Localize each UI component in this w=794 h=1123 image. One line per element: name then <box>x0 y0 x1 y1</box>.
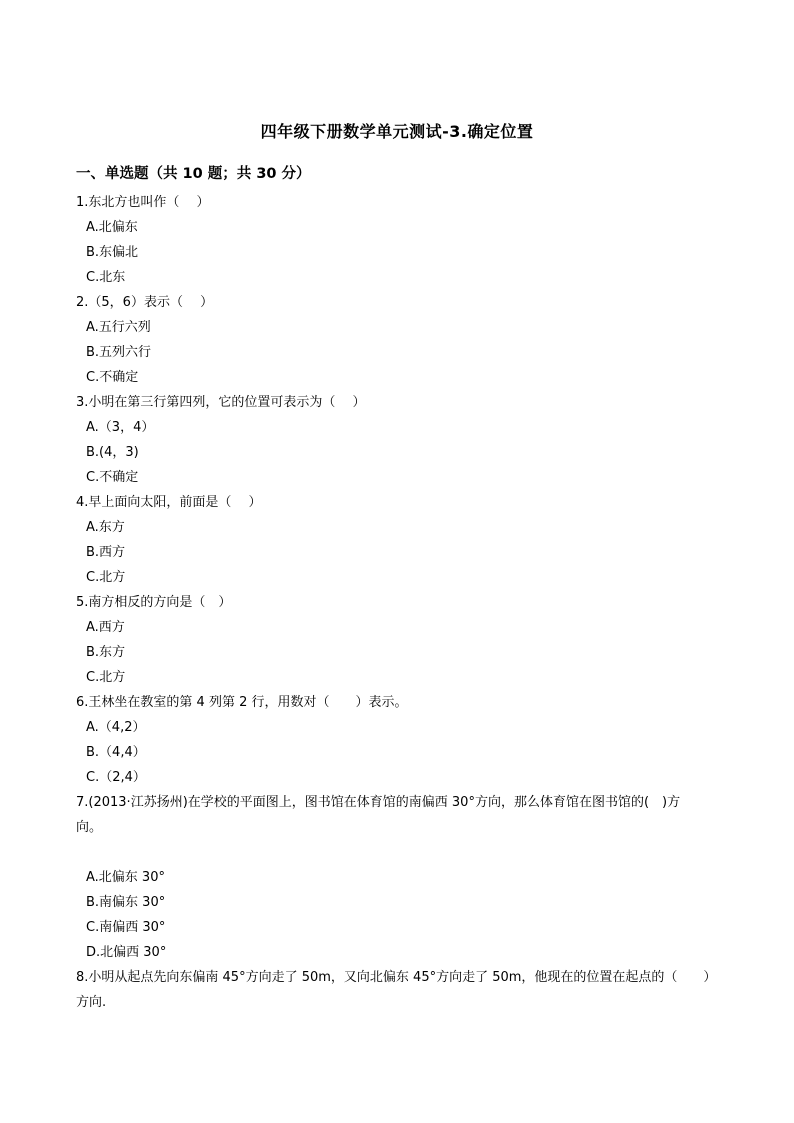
question-7-option-b[interactable]: B.南偏东 30° <box>86 895 166 910</box>
question-4-stem: 4.早上面向太阳，前面是（ ） <box>76 495 262 510</box>
question-5-option-a[interactable]: A.西方 <box>86 620 125 635</box>
question-3-stem: 3.小明在第三行第四列，它的位置可表示为（ ） <box>76 395 366 410</box>
question-6-option-a[interactable]: A.（4,2） <box>86 720 146 735</box>
question-4-option-a[interactable]: A.东方 <box>86 520 125 535</box>
question-7-stem-line2: 向。 <box>76 820 103 835</box>
question-6-option-b[interactable]: B.（4,4） <box>86 745 146 760</box>
question-6-option-c[interactable]: C.（2,4） <box>86 770 146 785</box>
question-8-stem-line2: 方向. <box>76 995 107 1010</box>
question-7-option-d[interactable]: D.北偏西 30° <box>86 945 167 960</box>
question-2-option-b[interactable]: B.五列六行 <box>86 345 152 360</box>
question-5-option-c[interactable]: C.北方 <box>86 670 126 685</box>
question-3-option-a[interactable]: A.（3，4） <box>86 420 155 435</box>
section-heading: 一、单选题（共 10 题；共 30 分） <box>76 166 311 182</box>
question-7-option-a[interactable]: A.北偏东 30° <box>86 870 165 885</box>
question-5-option-b[interactable]: B.东方 <box>86 645 126 660</box>
question-2-option-a[interactable]: A.五行六列 <box>86 320 151 335</box>
question-2-stem: 2.（5，6）表示（ ） <box>76 295 214 310</box>
question-2-option-c[interactable]: C.不确定 <box>86 370 139 385</box>
question-1-option-a[interactable]: A.北偏东 <box>86 220 138 235</box>
question-1-option-c[interactable]: C.北东 <box>86 270 126 285</box>
question-1-option-b[interactable]: B.东偏北 <box>86 245 139 260</box>
question-4-option-b[interactable]: B.西方 <box>86 545 126 560</box>
question-4-option-c[interactable]: C.北方 <box>86 570 126 585</box>
question-6-stem: 6.王林坐在教室的第 4 列第 2 行，用数对（ ）表示。 <box>76 695 408 710</box>
question-3-option-c[interactable]: C.不确定 <box>86 470 139 485</box>
question-7-stem-line1: 7.(2013·江苏扬州)在学校的平面图上，图书馆在体育馆的南偏西 30°方向，那么体育馆在图书馆的( )方 <box>76 795 681 810</box>
question-7-option-c[interactable]: C.南偏西 30° <box>86 920 166 935</box>
question-3-option-b[interactable]: B.(4，3) <box>86 445 139 460</box>
question-1-stem: 1.东北方也叫作（ ） <box>76 195 210 210</box>
question-8-stem-line1: 8.小明从起点先向东偏南 45°方向走了 50m，又向北偏东 45°方向走了 50m，他现在的位置在起点的（ ） <box>76 970 717 985</box>
question-5-stem: 5.南方相反的方向是（ ） <box>76 595 232 610</box>
page-title: 四年级下册数学单元测试-3.确定位置 <box>260 122 534 141</box>
